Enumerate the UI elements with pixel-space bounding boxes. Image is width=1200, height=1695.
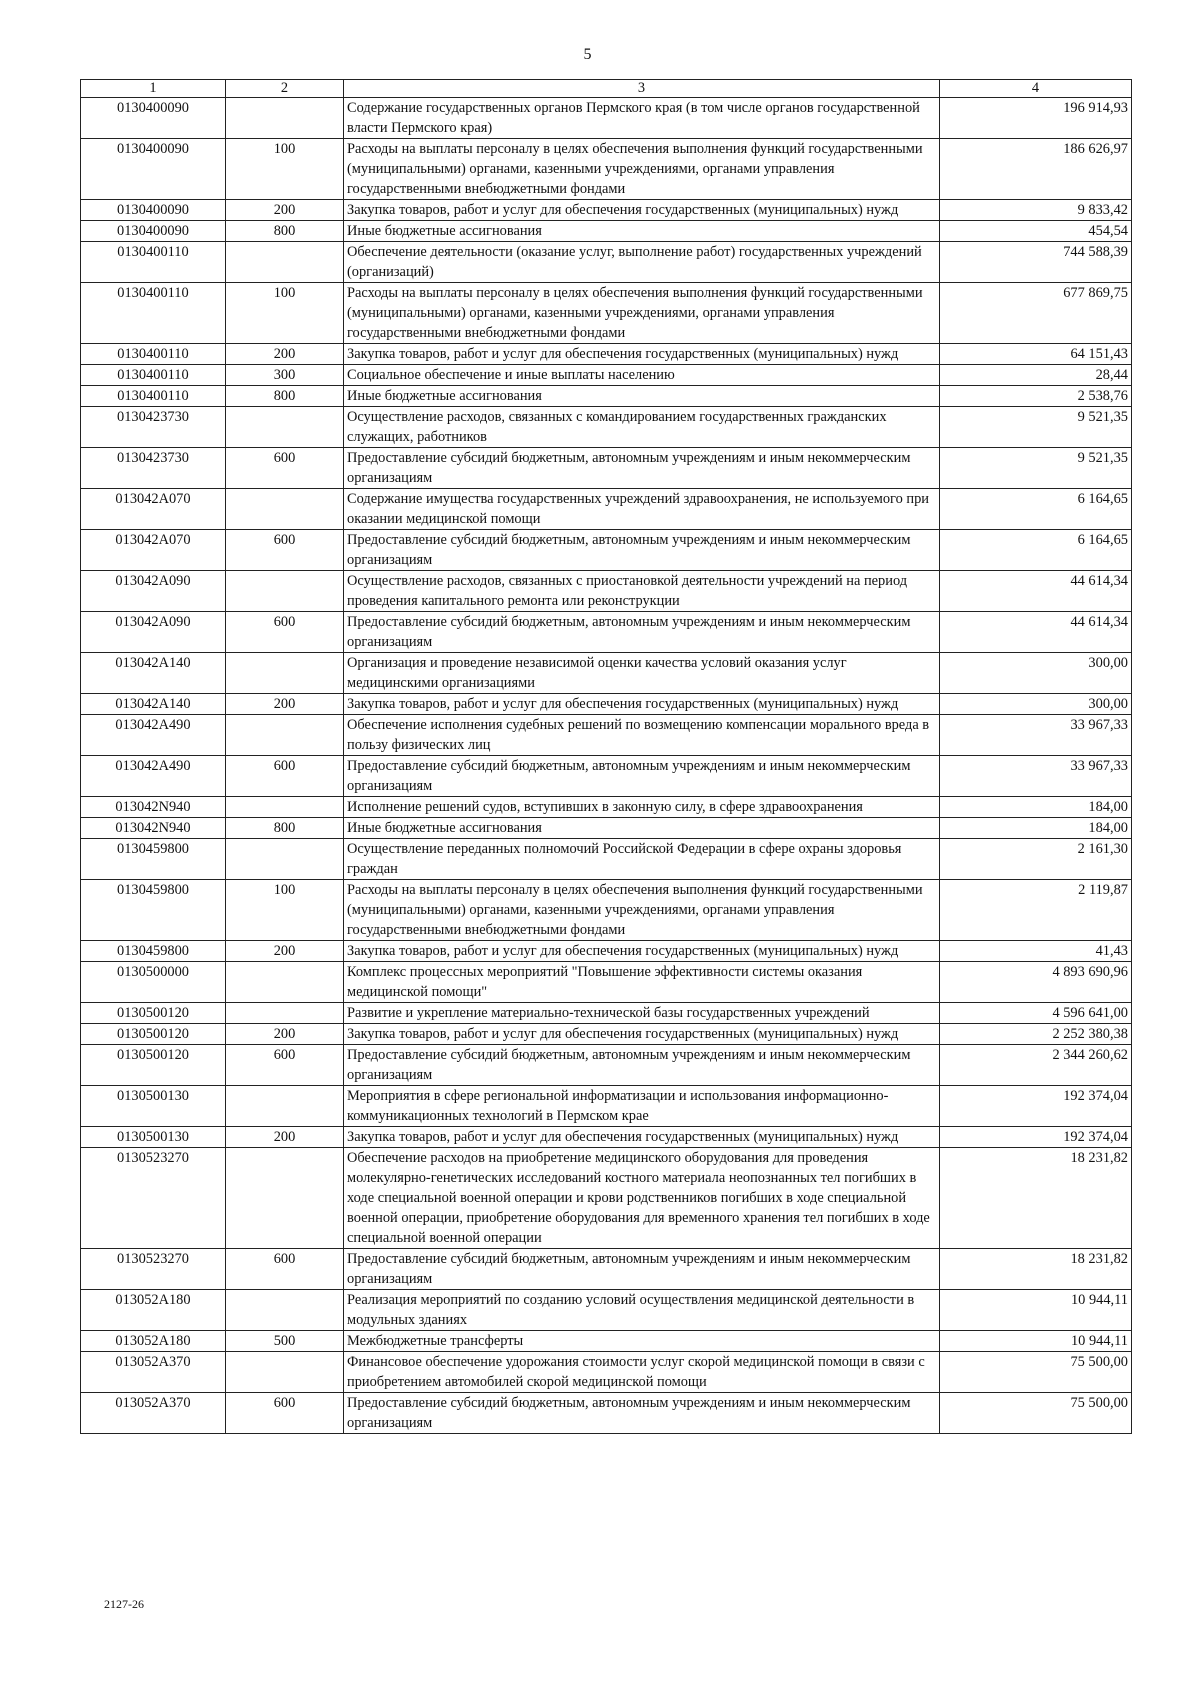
item-name: Содержание государственных органов Пермского края (в том числе органов государственной власти Пермского края)	[344, 98, 940, 139]
amount-value: 2 161,30	[940, 839, 1132, 880]
target-article-code: 013042A140	[81, 653, 226, 694]
target-article-code: 0130459800	[81, 880, 226, 941]
amount-value: 9 833,42	[940, 200, 1132, 221]
table-row	[81, 756, 1132, 797]
item-name: Межбюджетные трансферты	[344, 1331, 940, 1352]
target-article-code: 0130400110	[81, 344, 226, 365]
amount-value: 41,43	[940, 941, 1132, 962]
table-row	[81, 839, 1132, 880]
amount-value: 4 596 641,00	[940, 1003, 1132, 1024]
target-article-code: 013042A140	[81, 694, 226, 715]
item-name: Закупка товаров, работ и услуг для обеспечения государственных (муниципальных) нужд	[344, 941, 940, 962]
target-article-code: 013042A490	[81, 756, 226, 797]
expense-type-code: 600	[226, 1393, 344, 1434]
target-article-code: 0130500120	[81, 1003, 226, 1024]
column-header-2: 2	[226, 80, 344, 98]
table-row	[81, 1290, 1132, 1331]
item-name: Предоставление субсидий бюджетным, автономным учреждениям и иным некоммерческим организациям	[344, 612, 940, 653]
expense-type-code: 800	[226, 386, 344, 407]
target-article-code: 0130523270	[81, 1148, 226, 1249]
item-name: Комплекс процессных мероприятий "Повышение эффективности системы оказания медицинской помощи"	[344, 962, 940, 1003]
table-row	[81, 880, 1132, 941]
amount-value: 186 626,97	[940, 139, 1132, 200]
expense-type-code: 200	[226, 200, 344, 221]
table-row	[81, 200, 1132, 221]
amount-value: 192 374,04	[940, 1127, 1132, 1148]
page-number: 5	[583, 46, 592, 63]
table-row	[81, 818, 1132, 839]
expense-type-code: 200	[226, 344, 344, 365]
target-article-code: 0130500120	[81, 1045, 226, 1086]
table-row	[81, 365, 1132, 386]
target-article-code: 0130400090	[81, 200, 226, 221]
amount-value: 44 614,34	[940, 571, 1132, 612]
amount-value: 4 893 690,96	[940, 962, 1132, 1003]
amount-value: 454,54	[940, 221, 1132, 242]
item-name: Закупка товаров, работ и услуг для обеспечения государственных (муниципальных) нужд	[344, 1024, 940, 1045]
amount-value: 75 500,00	[940, 1352, 1132, 1393]
item-name: Предоставление субсидий бюджетным, автономным учреждениям и иным некоммерческим организациям	[344, 1249, 940, 1290]
item-name: Реализация мероприятий по созданию условий осуществления медицинской деятельности в модульных зданиях	[344, 1290, 940, 1331]
amount-value: 10 944,11	[940, 1290, 1132, 1331]
expense-type-code	[226, 98, 344, 139]
table-row	[81, 407, 1132, 448]
item-name: Обеспечение деятельности (оказание услуг, выполнение работ) государственных учреждений (организаций)	[344, 242, 940, 283]
target-article-code: 0130400110	[81, 365, 226, 386]
expense-type-code: 800	[226, 818, 344, 839]
amount-value: 677 869,75	[940, 283, 1132, 344]
amount-value: 192 374,04	[940, 1086, 1132, 1127]
expense-type-code	[226, 1003, 344, 1024]
item-name: Предоставление субсидий бюджетным, автономным учреждениям и иным некоммерческим организациям	[344, 448, 940, 489]
table-row	[81, 98, 1132, 139]
amount-value: 184,00	[940, 797, 1132, 818]
item-name: Закупка товаров, работ и услуг для обеспечения государственных (муниципальных) нужд	[344, 1127, 940, 1148]
expense-type-code	[226, 1290, 344, 1331]
expense-type-code: 200	[226, 1024, 344, 1045]
target-article-code: 0130523270	[81, 1249, 226, 1290]
item-name: Предоставление субсидий бюджетным, автономным учреждениям и иным некоммерческим организациям	[344, 1393, 940, 1434]
amount-value: 18 231,82	[940, 1148, 1132, 1249]
column-header-1: 1	[81, 80, 226, 98]
target-article-code: 0130423730	[81, 448, 226, 489]
expense-type-code: 500	[226, 1331, 344, 1352]
target-article-code: 0130400110	[81, 283, 226, 344]
item-name: Иные бюджетные ассигнования	[344, 221, 940, 242]
item-name: Расходы на выплаты персоналу в целях обеспечения выполнения функций государственными (муниципальными) органами, казенными учреждениями, органами управления государственными внебюджетными фондами	[344, 283, 940, 344]
expense-type-code: 800	[226, 221, 344, 242]
table-row	[81, 1249, 1132, 1290]
item-name: Предоставление субсидий бюджетным, автономным учреждениям и иным некоммерческим организациям	[344, 756, 940, 797]
target-article-code: 0130400110	[81, 386, 226, 407]
item-name: Расходы на выплаты персоналу в целях обеспечения выполнения функций государственными (муниципальными) органами, казенными учреждениями, органами управления государственными внебюджетными фондами	[344, 880, 940, 941]
item-name: Иные бюджетные ассигнования	[344, 818, 940, 839]
target-article-code: 013042A070	[81, 530, 226, 571]
table-row	[81, 344, 1132, 365]
expense-type-code: 100	[226, 283, 344, 344]
expense-type-code	[226, 489, 344, 530]
table-row	[81, 530, 1132, 571]
table-row	[81, 715, 1132, 756]
target-article-code: 013042N940	[81, 797, 226, 818]
target-article-code: 013052A180	[81, 1290, 226, 1331]
amount-value: 300,00	[940, 653, 1132, 694]
target-article-code: 0130500120	[81, 1024, 226, 1045]
item-name: Закупка товаров, работ и услуг для обеспечения государственных (муниципальных) нужд	[344, 200, 940, 221]
item-name: Осуществление расходов, связанных с приостановкой деятельности учреждений на период проведения капитального ремонта или реконструкции	[344, 571, 940, 612]
target-article-code: 013042A090	[81, 571, 226, 612]
expense-type-code: 600	[226, 530, 344, 571]
amount-value: 28,44	[940, 365, 1132, 386]
expense-type-code	[226, 1352, 344, 1393]
column-header-4: 4	[940, 80, 1132, 98]
item-name: Иные бюджетные ассигнования	[344, 386, 940, 407]
item-name: Мероприятия в сфере региональной информатизации и использования информационно-коммуникационных технологий в Пермском крае	[344, 1086, 940, 1127]
table-row	[81, 962, 1132, 1003]
item-name: Осуществление переданных полномочий Российской Федерации в сфере охраны здоровья граждан	[344, 839, 940, 880]
budget-table	[80, 79, 1132, 1434]
expense-type-code	[226, 839, 344, 880]
expense-type-code	[226, 1148, 344, 1249]
table-row	[81, 139, 1132, 200]
item-name: Развитие и укрепление материально-технической базы государственных учреждений	[344, 1003, 940, 1024]
target-article-code: 0130400110	[81, 242, 226, 283]
table-row	[81, 386, 1132, 407]
amount-value: 2 538,76	[940, 386, 1132, 407]
expense-type-code	[226, 407, 344, 448]
expense-type-code: 600	[226, 756, 344, 797]
target-article-code: 0130459800	[81, 941, 226, 962]
amount-value: 300,00	[940, 694, 1132, 715]
table-row	[81, 1393, 1132, 1434]
table-row	[81, 1086, 1132, 1127]
expense-type-code: 100	[226, 139, 344, 200]
item-name: Обеспечение исполнения судебных решений по возмещению компенсации морального вреда в пользу физических лиц	[344, 715, 940, 756]
target-article-code: 0130500130	[81, 1086, 226, 1127]
target-article-code: 0130500000	[81, 962, 226, 1003]
table-row	[81, 694, 1132, 715]
table-row	[81, 797, 1132, 818]
table-row	[81, 448, 1132, 489]
expense-type-code: 600	[226, 1249, 344, 1290]
table-row	[81, 1127, 1132, 1148]
amount-value: 9 521,35	[940, 448, 1132, 489]
expense-type-code	[226, 571, 344, 612]
table-row	[81, 221, 1132, 242]
expense-type-code	[226, 242, 344, 283]
target-article-code: 0130500130	[81, 1127, 226, 1148]
expense-type-code: 200	[226, 1127, 344, 1148]
amount-value: 196 914,93	[940, 98, 1132, 139]
target-article-code: 013052A180	[81, 1331, 226, 1352]
amount-value: 44 614,34	[940, 612, 1132, 653]
item-name: Предоставление субсидий бюджетным, автономным учреждениям и иным некоммерческим организациям	[344, 1045, 940, 1086]
amount-value: 75 500,00	[940, 1393, 1132, 1434]
amount-value: 6 164,65	[940, 530, 1132, 571]
target-article-code: 013042N940	[81, 818, 226, 839]
expense-type-code: 600	[226, 1045, 344, 1086]
table-row	[81, 941, 1132, 962]
expense-type-code: 200	[226, 941, 344, 962]
table-row	[81, 283, 1132, 344]
document-code: 2127-26	[104, 1597, 144, 1611]
target-article-code: 0130400090	[81, 139, 226, 200]
item-name: Финансовое обеспечение удорожания стоимости услуг скорой медицинской помощи в связи с приобретением автомобилей скорой медицинской помощи	[344, 1352, 940, 1393]
amount-value: 2 119,87	[940, 880, 1132, 941]
target-article-code: 0130400090	[81, 221, 226, 242]
expense-type-code	[226, 653, 344, 694]
expense-type-code: 600	[226, 612, 344, 653]
expense-type-code	[226, 962, 344, 1003]
amount-value: 2 344 260,62	[940, 1045, 1132, 1086]
amount-value: 33 967,33	[940, 756, 1132, 797]
target-article-code: 0130459800	[81, 839, 226, 880]
expense-type-code	[226, 1086, 344, 1127]
target-article-code: 013042A090	[81, 612, 226, 653]
amount-value: 10 944,11	[940, 1331, 1132, 1352]
item-name: Организация и проведение независимой оценки качества условий оказания услуг медицинскими организациями	[344, 653, 940, 694]
amount-value: 744 588,39	[940, 242, 1132, 283]
expense-type-code: 100	[226, 880, 344, 941]
table-row	[81, 1148, 1132, 1249]
table-header-row	[81, 80, 1132, 98]
amount-value: 184,00	[940, 818, 1132, 839]
expense-type-code: 300	[226, 365, 344, 386]
item-name: Предоставление субсидий бюджетным, автономным учреждениям и иным некоммерческим организациям	[344, 530, 940, 571]
table-row	[81, 653, 1132, 694]
expense-type-code: 200	[226, 694, 344, 715]
item-name: Осуществление расходов, связанных с командированием государственных гражданских служащих, работников	[344, 407, 940, 448]
table-row	[81, 612, 1132, 653]
expense-type-code: 600	[226, 448, 344, 489]
table-row	[81, 1352, 1132, 1393]
target-article-code: 0130400090	[81, 98, 226, 139]
target-article-code: 013042A070	[81, 489, 226, 530]
target-article-code: 0130423730	[81, 407, 226, 448]
table-row	[81, 489, 1132, 530]
target-article-code: 013052A370	[81, 1352, 226, 1393]
table-row	[81, 1045, 1132, 1086]
target-article-code: 013052A370	[81, 1393, 226, 1434]
amount-value: 6 164,65	[940, 489, 1132, 530]
item-name: Социальное обеспечение и иные выплаты населению	[344, 365, 940, 386]
item-name: Исполнение решений судов, вступивших в законную силу, в сфере здравоохранения	[344, 797, 940, 818]
expense-type-code	[226, 715, 344, 756]
amount-value: 2 252 380,38	[940, 1024, 1132, 1045]
column-header-3: 3	[344, 80, 940, 98]
item-name: Закупка товаров, работ и услуг для обеспечения государственных (муниципальных) нужд	[344, 344, 940, 365]
amount-value: 64 151,43	[940, 344, 1132, 365]
table-row	[81, 1024, 1132, 1045]
table-row	[81, 571, 1132, 612]
item-name: Обеспечение расходов на приобретение медицинского оборудования для проведения молекулярно-генетических исследований костного материала неопознанных тел погибших в ходе специальной военной операции и крови родственников погибших в ходе специальной военной операции, приобретение оборудования для временного хранения тел погибших в ходе специальной военной операции	[344, 1148, 940, 1249]
table-row	[81, 242, 1132, 283]
item-name: Содержание имущества государственных учреждений здравоохранения, не используемого при оказании медицинской помощи	[344, 489, 940, 530]
expense-type-code	[226, 797, 344, 818]
table-row	[81, 1003, 1132, 1024]
target-article-code: 013042A490	[81, 715, 226, 756]
item-name: Закупка товаров, работ и услуг для обеспечения государственных (муниципальных) нужд	[344, 694, 940, 715]
amount-value: 33 967,33	[940, 715, 1132, 756]
amount-value: 18 231,82	[940, 1249, 1132, 1290]
table-row	[81, 1331, 1132, 1352]
amount-value: 9 521,35	[940, 407, 1132, 448]
item-name: Расходы на выплаты персоналу в целях обеспечения выполнения функций государственными (муниципальными) органами, казенными учреждениями, органами управления государственными внебюджетными фондами	[344, 139, 940, 200]
